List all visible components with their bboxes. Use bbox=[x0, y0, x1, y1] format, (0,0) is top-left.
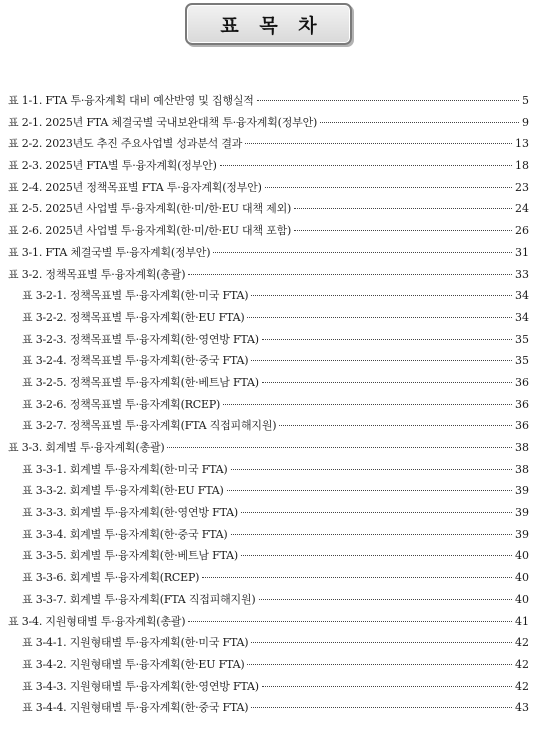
toc-entry-label: 표 3-2-4. 정책목표별 투·융자계획(한·중국 FTA) bbox=[22, 354, 249, 368]
toc-entry-label: 표 3-3. 회계별 투·융자계획(총괄) bbox=[8, 441, 165, 454]
toc-entry-page-number: 39 bbox=[515, 506, 529, 520]
dot-leader bbox=[247, 317, 512, 318]
toc-entry[interactable] bbox=[0, 92, 534, 114]
toc-entry-page-number: 42 bbox=[515, 657, 529, 671]
dot-leader bbox=[231, 469, 512, 470]
dot-leader bbox=[245, 143, 512, 144]
toc-entry[interactable] bbox=[0, 352, 534, 374]
toc-entry-label: 표 3-4. 지원형태별 투·융자계획(총괄) bbox=[8, 614, 186, 628]
dot-leader bbox=[227, 490, 512, 491]
toc-entry-page-number: 42 bbox=[515, 679, 529, 693]
toc-entry[interactable] bbox=[0, 678, 534, 700]
dot-leader bbox=[202, 577, 512, 578]
dot-leader bbox=[241, 555, 512, 556]
toc-title-box bbox=[185, 3, 352, 45]
toc-entry[interactable] bbox=[0, 591, 534, 613]
toc-entry-label: 표 2-6. 2025년 사업별 투·융자계획(한·미/한·EU 대책 포함) bbox=[8, 224, 292, 238]
toc-entry-label: 표 3-3-5. 회계별 투·융자계획(한·베트남 FTA) bbox=[22, 549, 238, 563]
toc-entry[interactable] bbox=[0, 547, 534, 569]
toc-entry-page-number: 31 bbox=[515, 245, 529, 259]
toc-entry-label: 표 3-3-4. 회계별 투·융자계획(한·중국 FTA) bbox=[22, 527, 228, 541]
toc-entry[interactable] bbox=[0, 613, 534, 635]
toc-entry-label: 표 3-2-7. 정책목표별 투·융자계획(FTA 직접피해지원) bbox=[22, 419, 277, 433]
toc-entry-page-number: 5 bbox=[522, 94, 529, 107]
toc-entry[interactable] bbox=[0, 482, 534, 504]
toc-entry-page-number: 43 bbox=[515, 701, 529, 715]
dot-leader bbox=[294, 230, 512, 231]
toc-entry-page-number: 34 bbox=[515, 289, 529, 303]
toc-entry-label: 표 3-2. 정책목표별 투·융자계획(총괄) bbox=[8, 267, 186, 281]
toc-entry[interactable] bbox=[0, 374, 534, 396]
dot-leader bbox=[262, 686, 512, 687]
dot-leader bbox=[259, 599, 513, 600]
toc-entry-label: 표 3-2-3. 정책목표별 투·융자계획(한·영연방 FTA) bbox=[22, 332, 259, 346]
toc-entry[interactable] bbox=[0, 439, 534, 461]
toc-entry-page-number: 9 bbox=[522, 115, 529, 129]
toc-entry-page-number: 24 bbox=[515, 202, 529, 216]
dot-leader bbox=[251, 295, 512, 296]
toc-entry-page-number: 34 bbox=[515, 310, 529, 324]
toc-entry-label: 표 3-2-2. 정책목표별 투·융자계획(한·EU FTA) bbox=[22, 310, 245, 324]
toc-entry-page-number: 38 bbox=[515, 462, 529, 476]
page-title: 표 목 차 bbox=[220, 14, 324, 37]
dot-leader bbox=[220, 165, 512, 166]
toc-entry-page-number: 26 bbox=[515, 224, 529, 238]
toc-entry[interactable] bbox=[0, 331, 534, 353]
toc-entry-page-number: 13 bbox=[515, 137, 529, 151]
dot-leader bbox=[320, 122, 519, 123]
dot-leader bbox=[265, 187, 512, 188]
toc-entry-label: 표 3-4-4. 지원형태별 투·융자계획(한·중국 FTA) bbox=[22, 701, 249, 715]
toc-entry-label: 표 3-1. FTA 체결국별 투·융자계획(정부안) bbox=[8, 245, 211, 259]
toc-entry[interactable] bbox=[0, 699, 534, 721]
toc-entry[interactable] bbox=[0, 157, 534, 179]
toc-entry-label: 표 3-2-1. 정책목표별 투·융자계획(한·미국 FTA) bbox=[22, 289, 249, 303]
toc-entry-page-number: 36 bbox=[515, 375, 529, 389]
toc-entry[interactable] bbox=[0, 244, 534, 266]
dot-leader bbox=[279, 425, 512, 426]
toc-entry[interactable] bbox=[0, 396, 534, 418]
toc-entry-label: 표 3-3-3. 회계별 투·융자계획(한·영연방 FTA) bbox=[22, 506, 238, 520]
toc-entry[interactable] bbox=[0, 417, 534, 439]
dot-leader bbox=[188, 274, 512, 275]
toc-entry-label: 표 2-3. 2025년 FTA별 투·융자계획(정부안) bbox=[8, 159, 217, 173]
toc-entry-page-number: 36 bbox=[515, 397, 529, 411]
toc-entry-page-number: 40 bbox=[515, 549, 529, 563]
toc-entry[interactable] bbox=[0, 656, 534, 678]
toc-entry-page-number: 39 bbox=[515, 527, 529, 541]
toc-entry[interactable] bbox=[0, 222, 534, 244]
toc-entry-page-number: 40 bbox=[515, 592, 529, 606]
toc-entry-page-number: 39 bbox=[515, 484, 529, 498]
dot-leader bbox=[241, 512, 512, 513]
toc-entry-label: 표 3-4-2. 지원형태별 투·융자계획(한·EU FTA) bbox=[22, 657, 245, 671]
dot-leader bbox=[294, 208, 512, 209]
toc-entry-label: 표 2-1. 2025년 FTA 체결국별 국내보완대책 투·융자계획(정부안) bbox=[8, 115, 318, 129]
toc-entry-label: 표 3-4-3. 지원형태별 투·융자계획(한·영연방 FTA) bbox=[22, 679, 259, 693]
toc-entry-page-number: 36 bbox=[515, 419, 529, 433]
toc-entry-label: 표 2-2. 2023년도 추진 주요사업별 성과분석 결과 bbox=[8, 137, 243, 151]
toc-entry-label: 표 1-1. FTA 투·융자계획 대비 예산반영 및 집행실적 bbox=[8, 94, 254, 107]
toc-entry[interactable] bbox=[0, 200, 534, 222]
toc-entry-label: 표 3-3-7. 회계별 투·융자계획(FTA 직접피해지원) bbox=[22, 592, 256, 606]
dot-leader bbox=[231, 534, 512, 535]
toc-entry-label: 표 2-4. 2025년 정책목표별 FTA 투·융자계획(정부안) bbox=[8, 180, 262, 194]
toc-entry-page-number: 23 bbox=[515, 180, 529, 194]
toc-entry[interactable] bbox=[0, 569, 534, 591]
dot-leader bbox=[188, 621, 512, 622]
dot-leader bbox=[251, 360, 512, 361]
toc-entry[interactable] bbox=[0, 266, 534, 288]
toc-entry-label: 표 3-2-6. 정책목표별 투·융자계획(RCEP) bbox=[22, 397, 221, 411]
toc-entry-page-number: 18 bbox=[515, 159, 529, 173]
toc-entry-label: 표 3-3-6. 회계별 투·융자계획(RCEP) bbox=[22, 571, 200, 585]
toc-entry-page-number: 35 bbox=[515, 332, 529, 346]
dot-leader bbox=[167, 447, 512, 448]
dot-leader bbox=[262, 339, 512, 340]
dot-leader bbox=[251, 642, 512, 643]
dot-leader bbox=[247, 664, 512, 665]
toc-entry[interactable] bbox=[0, 309, 534, 331]
toc-entry[interactable] bbox=[0, 634, 534, 656]
dot-leader bbox=[251, 707, 512, 708]
toc-entry-label: 표 3-3-1. 회계별 투·융자계획(한·미국 FTA) bbox=[22, 462, 228, 476]
toc-entry[interactable] bbox=[0, 135, 534, 157]
toc-entry-page-number: 40 bbox=[515, 571, 529, 585]
table-of-contents-list bbox=[0, 92, 534, 721]
dot-leader bbox=[262, 382, 512, 383]
toc-entry-page-number: 41 bbox=[515, 614, 529, 628]
toc-entry[interactable] bbox=[0, 504, 534, 526]
toc-entry[interactable] bbox=[0, 179, 534, 201]
dot-leader bbox=[257, 100, 519, 101]
toc-entry-label: 표 3-4-1. 지원형태별 투·융자계획(한·미국 FTA) bbox=[22, 636, 249, 650]
toc-entry-label: 표 2-5. 2025년 사업별 투·융자계획(한·미/한·EU 대책 제외) bbox=[8, 202, 292, 216]
toc-entry-label: 표 3-2-5. 정책목표별 투·융자계획(한·베트남 FTA) bbox=[22, 375, 259, 389]
toc-entry-page-number: 38 bbox=[515, 441, 529, 454]
toc-entry[interactable] bbox=[0, 526, 534, 548]
toc-entry-page-number: 35 bbox=[515, 354, 529, 368]
toc-entry[interactable] bbox=[0, 287, 534, 309]
dot-leader bbox=[213, 252, 512, 253]
toc-entry-page-number: 42 bbox=[515, 636, 529, 650]
toc-entry[interactable] bbox=[0, 114, 534, 136]
toc-entry[interactable] bbox=[0, 461, 534, 483]
toc-entry-label: 표 3-3-2. 회계별 투·융자계획(한·EU FTA) bbox=[22, 484, 224, 498]
dot-leader bbox=[223, 404, 512, 405]
toc-entry-page-number: 33 bbox=[515, 267, 529, 281]
